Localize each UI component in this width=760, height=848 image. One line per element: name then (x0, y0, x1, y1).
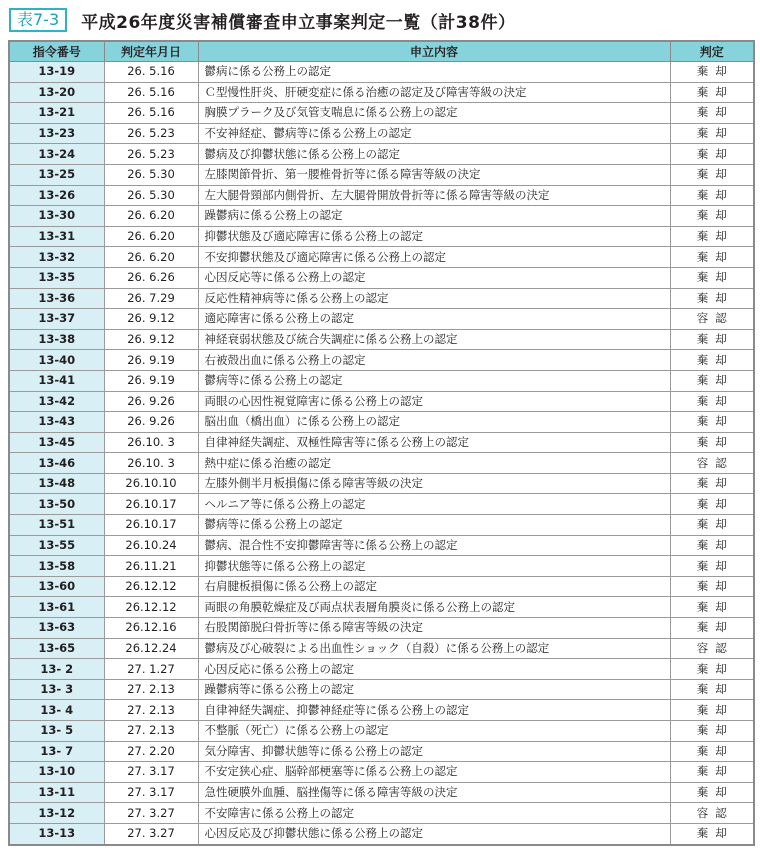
application-content-cell: 両眼の角膜乾燥症及び両点状表層角膜炎に係る公務上の認定 (198, 597, 670, 618)
table-row (9, 679, 754, 700)
order-number-cell: 13-40 (9, 350, 104, 371)
decision-result-cell: 容認 (670, 638, 754, 659)
decision-date-cell: 26. 7.29 (104, 288, 198, 309)
decision-result-cell: 棄却 (670, 597, 754, 618)
decision-date-cell: 26.12.16 (104, 618, 198, 639)
order-number-cell: 13-37 (9, 309, 104, 330)
table-row (9, 556, 754, 577)
table-row (9, 62, 754, 83)
order-number-cell: 13-51 (9, 515, 104, 536)
decision-result-cell: 棄却 (670, 247, 754, 268)
decision-date-cell: 27. 1.27 (104, 659, 198, 680)
table-row (9, 370, 754, 391)
decision-date-cell: 26. 5.23 (104, 123, 198, 144)
order-number-cell: 13-65 (9, 638, 104, 659)
decision-result-cell: 棄却 (670, 103, 754, 124)
application-content-cell: 不安障害に係る公務上の認定 (198, 803, 670, 824)
table-row (9, 473, 754, 494)
column-header-decision: 判定 (670, 41, 754, 62)
decision-date-cell: 26. 5.30 (104, 164, 198, 185)
order-number-cell: 13-42 (9, 391, 104, 412)
application-content-cell: 急性硬膜外血腫、脳挫傷等に係る障害等級の決定 (198, 782, 670, 803)
table-header-row (9, 41, 754, 62)
decision-date-cell: 26.10. 3 (104, 453, 198, 474)
order-number-cell: 13-10 (9, 762, 104, 783)
table-row (9, 700, 754, 721)
table-row (9, 267, 754, 288)
order-number-cell: 13-35 (9, 267, 104, 288)
application-content-cell: 抑鬱状態及び適応障害に係る公務上の認定 (198, 226, 670, 247)
application-content-cell: ヘルニア等に係る公務上の認定 (198, 494, 670, 515)
application-content-cell: 鬱病、混合性不安抑鬱障害等に係る公務上の認定 (198, 535, 670, 556)
application-content-cell: 躁鬱病に係る公務上の認定 (198, 206, 670, 227)
order-number-cell: 13- 3 (9, 679, 104, 700)
decision-date-cell: 26. 6.20 (104, 206, 198, 227)
application-content-cell: 鬱病及び心破裂による出血性ショック（自殺）に係る公務上の認定 (198, 638, 670, 659)
decision-date-cell: 26.12.12 (104, 597, 198, 618)
decision-result-cell: 容認 (670, 309, 754, 330)
decision-date-cell: 26. 9.19 (104, 370, 198, 391)
decision-result-cell: 棄却 (670, 659, 754, 680)
decision-date-cell: 26. 9.12 (104, 329, 198, 350)
order-number-cell: 13- 2 (9, 659, 104, 680)
decision-result-cell: 棄却 (670, 62, 754, 83)
order-number-cell: 13-55 (9, 535, 104, 556)
decision-result-cell: 棄却 (670, 762, 754, 783)
table-row (9, 453, 754, 474)
application-content-cell: 左膝外側半月板損傷に係る障害等級の決定 (198, 473, 670, 494)
decision-date-cell: 26.10.17 (104, 515, 198, 536)
order-number-cell: 13-32 (9, 247, 104, 268)
decision-date-cell: 27. 2.13 (104, 700, 198, 721)
decision-result-cell: 棄却 (670, 823, 754, 844)
application-content-cell: 左膝関節骨折、第一腰椎骨折等に係る障害等級の決定 (198, 164, 670, 185)
decision-result-cell: 棄却 (670, 267, 754, 288)
table-row (9, 535, 754, 556)
application-content-cell: 抑鬱状態等に係る公務上の認定 (198, 556, 670, 577)
order-number-cell: 13-13 (9, 823, 104, 844)
application-content-cell: 不安定狭心症、脳幹部梗塞等に係る公務上の認定 (198, 762, 670, 783)
decision-date-cell: 27. 3.17 (104, 782, 198, 803)
table-row (9, 782, 754, 803)
decision-date-cell: 27. 2.13 (104, 679, 198, 700)
order-number-cell: 13-60 (9, 576, 104, 597)
table-row (9, 721, 754, 742)
decision-date-cell: 26. 6.20 (104, 247, 198, 268)
order-number-cell: 13-11 (9, 782, 104, 803)
decision-result-cell: 棄却 (670, 350, 754, 371)
order-number-cell: 13-24 (9, 144, 104, 165)
order-number-cell: 13-21 (9, 103, 104, 124)
table-row (9, 206, 754, 227)
table-row (9, 288, 754, 309)
decision-date-cell: 27. 2.13 (104, 721, 198, 742)
column-header-application-content: 申立内容 (198, 41, 670, 62)
table-row (9, 185, 754, 206)
order-number-cell: 13-58 (9, 556, 104, 577)
application-content-cell: 胸膜プラーク及び気管支喘息に係る公務上の認定 (198, 103, 670, 124)
decision-result-cell: 棄却 (670, 473, 754, 494)
table-row (9, 226, 754, 247)
decision-date-cell: 26.11.21 (104, 556, 198, 577)
application-content-cell: 両眼の心因性視覚障害に係る公務上の認定 (198, 391, 670, 412)
decision-date-cell: 26. 9.12 (104, 309, 198, 330)
decision-result-cell: 棄却 (670, 576, 754, 597)
table-row (9, 329, 754, 350)
application-content-cell: 神経衰弱状態及び統合失調症に係る公務上の認定 (198, 329, 670, 350)
decision-result-cell: 棄却 (670, 391, 754, 412)
order-number-cell: 13-30 (9, 206, 104, 227)
order-number-cell: 13- 7 (9, 741, 104, 762)
application-content-cell: 心因反応に係る公務上の認定 (198, 659, 670, 680)
application-content-cell: 鬱病等に係る公務上の認定 (198, 515, 670, 536)
order-number-cell: 13-25 (9, 164, 104, 185)
table-row (9, 432, 754, 453)
decision-date-cell: 26. 5.23 (104, 144, 198, 165)
table-row (9, 618, 754, 639)
decision-result-cell: 棄却 (670, 782, 754, 803)
table-row (9, 762, 754, 783)
table-row (9, 494, 754, 515)
order-number-cell: 13-45 (9, 432, 104, 453)
decision-date-cell: 26. 5.16 (104, 82, 198, 103)
column-header-decision-date: 判定年月日 (104, 41, 198, 62)
decision-result-cell: 棄却 (670, 741, 754, 762)
decision-result-cell: 棄却 (670, 535, 754, 556)
order-number-cell: 13-12 (9, 803, 104, 824)
application-content-cell: 不安神経症、鬱病等に係る公務上の認定 (198, 123, 670, 144)
order-number-cell: 13-43 (9, 412, 104, 433)
order-number-cell: 13-50 (9, 494, 104, 515)
decision-result-cell: 棄却 (670, 432, 754, 453)
table-row (9, 123, 754, 144)
decision-date-cell: 26.10.10 (104, 473, 198, 494)
order-number-cell: 13- 5 (9, 721, 104, 742)
table-row (9, 144, 754, 165)
decision-date-cell: 26. 5.16 (104, 62, 198, 83)
application-content-cell: 自律神経失調症、双極性障害等に係る公務上の認定 (198, 432, 670, 453)
order-number-cell: 13- 4 (9, 700, 104, 721)
application-content-cell: 適応障害に係る公務上の認定 (198, 309, 670, 330)
table-caption (9, 7, 515, 33)
table-row (9, 576, 754, 597)
decision-result-cell: 容認 (670, 803, 754, 824)
table-row (9, 515, 754, 536)
application-content-cell: 心因反応及び抑鬱状態に係る公務上の認定 (198, 823, 670, 844)
application-content-cell: 心因反応等に係る公務上の認定 (198, 267, 670, 288)
decision-result-cell: 棄却 (670, 185, 754, 206)
decision-date-cell: 26.12.24 (104, 638, 198, 659)
decision-date-cell: 26. 5.16 (104, 103, 198, 124)
application-content-cell: 熱中症に係る治癒の認定 (198, 453, 670, 474)
table-row (9, 247, 754, 268)
application-content-cell: 自律神経失調症、抑鬱神経症等に係る公務上の認定 (198, 700, 670, 721)
order-number-cell: 13-36 (9, 288, 104, 309)
decision-date-cell: 26. 5.30 (104, 185, 198, 206)
application-content-cell: 反応性精神病等に係る公務上の認定 (198, 288, 670, 309)
application-content-cell: 右肩腱板損傷に係る公務上の認定 (198, 576, 670, 597)
table-row (9, 741, 754, 762)
decision-result-cell: 棄却 (670, 412, 754, 433)
decision-result-cell: 棄却 (670, 164, 754, 185)
application-content-cell: 左大腿骨頸部内側骨折、左大腿骨開放骨折等に係る障害等級の決定 (198, 185, 670, 206)
application-content-cell: 鬱病に係る公務上の認定 (198, 62, 670, 83)
application-content-cell: 鬱病等に係る公務上の認定 (198, 370, 670, 391)
decision-result-cell: 棄却 (670, 82, 754, 103)
page-title: 平成26年度災害補償審査申立事案判定一覧（計38件） (81, 12, 516, 33)
decision-date-cell: 26.10.17 (104, 494, 198, 515)
column-header-order-number: 指令番号 (9, 41, 104, 62)
decision-date-cell: 26. 9.19 (104, 350, 198, 371)
table-row (9, 412, 754, 433)
decision-result-cell: 棄却 (670, 226, 754, 247)
decision-result-cell: 棄却 (670, 515, 754, 536)
order-number-cell: 13-48 (9, 473, 104, 494)
decision-result-cell: 棄却 (670, 700, 754, 721)
order-number-cell: 13-23 (9, 123, 104, 144)
application-content-cell: 不整脈（死亡）に係る公務上の認定 (198, 721, 670, 742)
table-label: 表7-3 (9, 8, 67, 32)
table-row (9, 103, 754, 124)
application-content-cell: 右被殻出血に係る公務上の認定 (198, 350, 670, 371)
table-row (9, 803, 754, 824)
application-content-cell: 気分障害、抑鬱状態等に係る公務上の認定 (198, 741, 670, 762)
order-number-cell: 13-63 (9, 618, 104, 639)
order-number-cell: 13-31 (9, 226, 104, 247)
table-row (9, 391, 754, 412)
order-number-cell: 13-38 (9, 329, 104, 350)
decision-date-cell: 27. 3.27 (104, 823, 198, 844)
decision-date-cell: 27. 2.20 (104, 741, 198, 762)
order-number-cell: 13-20 (9, 82, 104, 103)
decision-date-cell: 27. 3.17 (104, 762, 198, 783)
table-row (9, 823, 754, 844)
order-number-cell: 13-46 (9, 453, 104, 474)
table-row (9, 350, 754, 371)
decision-result-cell: 棄却 (670, 556, 754, 577)
table-row (9, 164, 754, 185)
order-number-cell: 13-26 (9, 185, 104, 206)
table-row (9, 638, 754, 659)
order-number-cell: 13-19 (9, 62, 104, 83)
decision-result-cell: 容認 (670, 453, 754, 474)
application-content-cell: 右股関節脱臼骨折等に係る障害等級の決定 (198, 618, 670, 639)
decision-result-cell: 棄却 (670, 288, 754, 309)
decision-result-cell: 棄却 (670, 206, 754, 227)
table-row (9, 82, 754, 103)
decision-date-cell: 26. 9.26 (104, 391, 198, 412)
application-content-cell: 躁鬱病等に係る公務上の認定 (198, 679, 670, 700)
decision-result-cell: 棄却 (670, 721, 754, 742)
order-number-cell: 13-61 (9, 597, 104, 618)
decision-date-cell: 26. 6.20 (104, 226, 198, 247)
decision-date-cell: 26.12.12 (104, 576, 198, 597)
order-number-cell: 13-41 (9, 370, 104, 391)
decision-result-cell: 棄却 (670, 679, 754, 700)
decision-result-cell: 棄却 (670, 370, 754, 391)
decisions-table (8, 40, 755, 846)
decision-result-cell: 棄却 (670, 329, 754, 350)
application-content-cell: 不安抑鬱状態及び適応障害に係る公務上の認定 (198, 247, 670, 268)
decision-result-cell: 棄却 (670, 144, 754, 165)
decision-date-cell: 26.10.24 (104, 535, 198, 556)
decision-date-cell: 26.10. 3 (104, 432, 198, 453)
decision-result-cell: 棄却 (670, 494, 754, 515)
decision-date-cell: 27. 3.27 (104, 803, 198, 824)
decision-result-cell: 棄却 (670, 123, 754, 144)
application-content-cell: Ｃ型慢性肝炎、肝硬変症に係る治癒の認定及び障害等級の決定 (198, 82, 670, 103)
table-row (9, 659, 754, 680)
decision-result-cell: 棄却 (670, 618, 754, 639)
decision-date-cell: 26. 9.26 (104, 412, 198, 433)
application-content-cell: 鬱病及び抑鬱状態に係る公務上の認定 (198, 144, 670, 165)
application-content-cell: 脳出血（橋出血）に係る公務上の認定 (198, 412, 670, 433)
table-row (9, 309, 754, 330)
table-row (9, 597, 754, 618)
decision-date-cell: 26. 6.26 (104, 267, 198, 288)
